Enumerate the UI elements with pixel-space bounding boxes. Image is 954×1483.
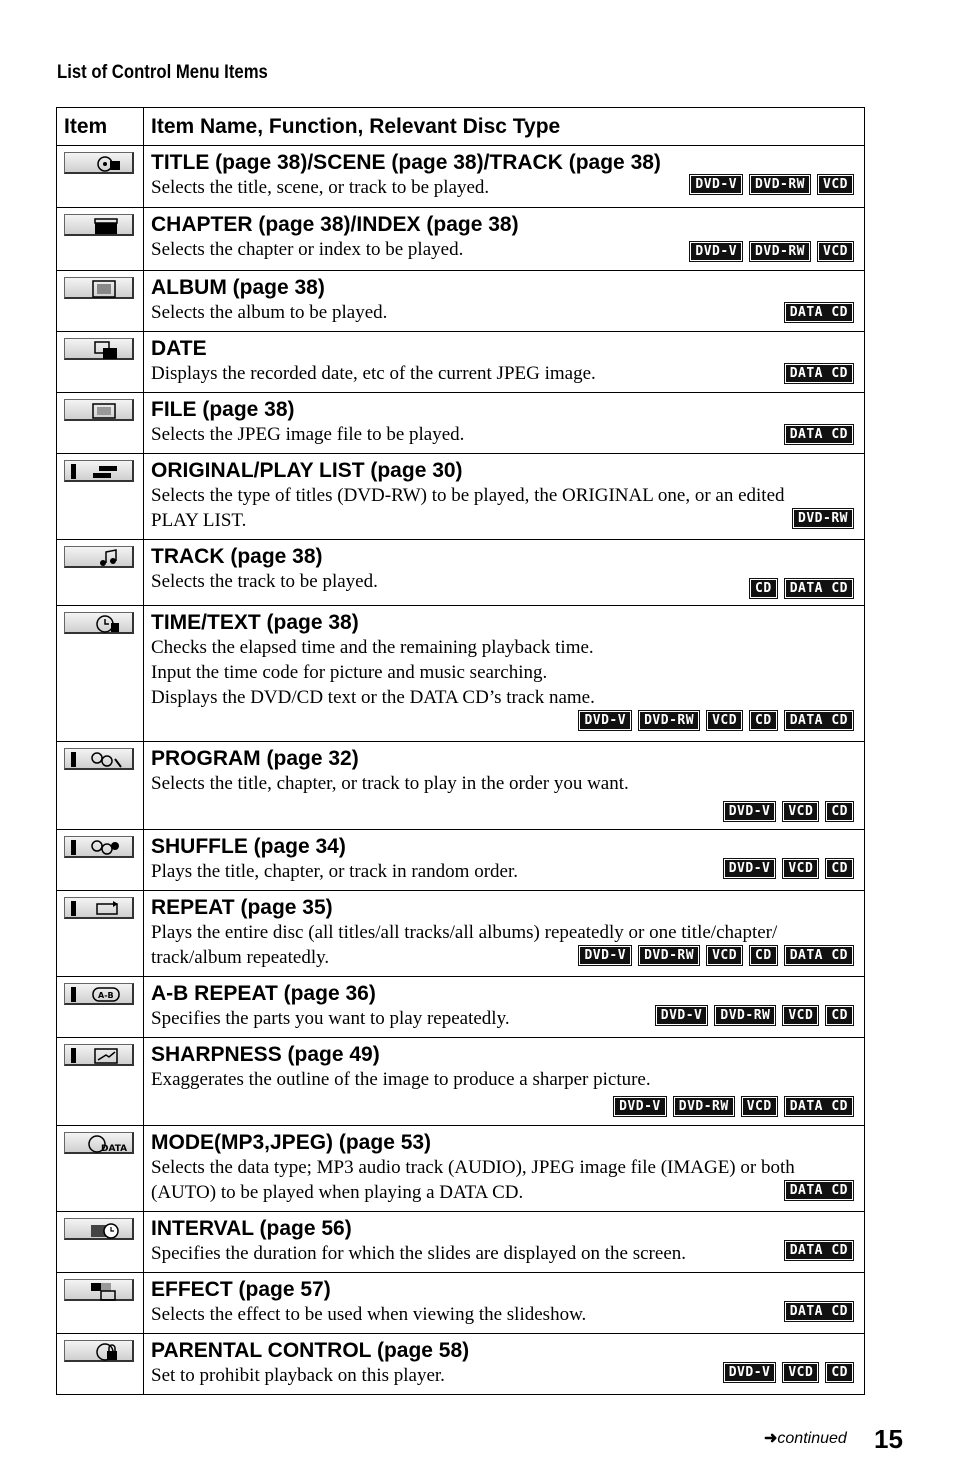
item-info-cell <box>144 271 865 332</box>
disc-badge: DVD-RW <box>751 243 809 260</box>
item-icon-cell <box>57 1334 144 1395</box>
shuffle-icon <box>64 836 134 858</box>
disc-type-badges <box>786 1303 852 1320</box>
page-number: 15 <box>874 1424 903 1454</box>
table-row <box>57 742 865 830</box>
disc-badge: DATA CD <box>786 1242 852 1259</box>
item-info-cell <box>144 1273 865 1334</box>
item-info-cell <box>144 742 865 830</box>
disc-badge: DVD-V <box>691 176 741 193</box>
ab-repeat-icon <box>64 983 134 1005</box>
item-name: CHAPTER (page 38)/INDEX (page 38) <box>151 213 519 236</box>
disc-badge: DATA CD <box>786 1182 852 1199</box>
item-icon-cell <box>57 454 144 540</box>
header-item-name: Item Name, Function, Relevant Disc Type <box>144 108 865 146</box>
item-info-cell <box>144 146 865 208</box>
table-row <box>57 1212 865 1273</box>
disc-badge: DVD-RW <box>640 712 698 729</box>
item-description: Selects the effect to be used when viewing the slideshow. <box>151 1304 587 1325</box>
disc-badge: DVD-V <box>580 712 630 729</box>
item-name: FILE (page 38) <box>151 398 295 421</box>
disc-type-badges <box>786 1182 852 1199</box>
date-icon <box>64 338 134 360</box>
item-description: Selects the data type; MP3 audio track (AUDIO), JPEG image file (IMAGE) or both <box>151 1157 795 1178</box>
item-icon-cell <box>57 1273 144 1334</box>
item-info-cell <box>144 332 865 393</box>
item-name: ORIGINAL/PLAY LIST (page 30) <box>151 459 463 482</box>
item-icon-cell <box>57 540 144 606</box>
disc-type-badges <box>786 426 852 443</box>
item-info-cell <box>144 830 865 891</box>
item-name: TRACK (page 38) <box>151 545 323 568</box>
disc-badge: DVD-V <box>580 947 630 964</box>
disc-type-badges <box>691 243 852 260</box>
item-info-cell <box>144 540 865 606</box>
item-info-cell <box>144 977 865 1038</box>
table-row <box>57 540 865 606</box>
item-name: PROGRAM (page 32) <box>151 747 359 770</box>
disc-badge: DATA CD <box>786 365 852 382</box>
disc-badge: VCD <box>819 243 852 260</box>
item-name: REPEAT (page 35) <box>151 896 333 919</box>
item-description: Displays the recorded date, etc of the current JPEG image. <box>151 363 596 384</box>
disc-badge: VCD <box>743 1098 776 1115</box>
control-menu-table <box>56 107 865 1395</box>
item-info-cell <box>144 891 865 977</box>
header-item: Item <box>57 108 144 146</box>
item-description: Selects the album to be played. <box>151 302 388 323</box>
item-icon-cell <box>57 146 144 208</box>
disc-badge: DVD-RW <box>640 947 698 964</box>
effect-icon <box>64 1279 134 1301</box>
disc-badge: DATA CD <box>786 947 852 964</box>
parental-lock-icon <box>64 1340 134 1362</box>
disc-type-badges <box>725 860 852 877</box>
disc-badge: VCD <box>784 1007 817 1024</box>
disc-badge: DVD-RW <box>794 510 852 527</box>
repeat-icon <box>64 897 134 919</box>
disc-badge: DVD-RW <box>675 1098 733 1115</box>
disc-type-badges <box>751 580 852 597</box>
item-name: PARENTAL CONTROL (page 58) <box>151 1339 470 1362</box>
disc-type-badges <box>786 365 852 382</box>
page-heading: List of Control Menu Items <box>57 62 268 83</box>
disc-badge: VCD <box>784 803 817 820</box>
item-info-cell <box>144 606 865 742</box>
disc-badge: VCD <box>708 947 741 964</box>
disc-type-badges <box>691 176 852 193</box>
item-icon-cell <box>57 606 144 742</box>
table-row <box>57 1334 865 1395</box>
disc-badge: CD <box>827 1364 852 1381</box>
disc-badge: VCD <box>708 712 741 729</box>
title-disc-icon <box>64 152 134 174</box>
continued-label: continued <box>777 1430 847 1447</box>
item-description: Checks the elapsed time and the remaining playback time. <box>151 637 594 658</box>
disc-type-badges <box>786 1242 852 1259</box>
sharpness-icon <box>64 1044 134 1066</box>
item-description: Selects the chapter or index to be played. <box>151 239 464 260</box>
music-note-icon <box>64 546 134 568</box>
interval-icon <box>64 1218 134 1240</box>
item-icon-cell <box>57 742 144 830</box>
disc-badge: DATA CD <box>786 712 852 729</box>
disc-badge: DATA CD <box>786 1098 852 1115</box>
table-row <box>57 1273 865 1334</box>
item-info-cell <box>144 1212 865 1273</box>
disc-badge: DATA CD <box>786 580 852 597</box>
disc-type-badges <box>657 1007 852 1024</box>
item-name: A-B REPEAT (page 36) <box>151 982 376 1005</box>
item-description: Plays the title, chapter, or track in random order. <box>151 861 518 882</box>
item-description: (AUTO) to be played when playing a DATA CD. <box>151 1182 524 1203</box>
original-playlist-icon <box>64 460 134 482</box>
item-name: EFFECT (page 57) <box>151 1278 331 1301</box>
item-icon-cell <box>57 393 144 454</box>
item-icon-cell <box>57 1212 144 1273</box>
item-info-cell <box>144 208 865 271</box>
disc-badge: DATA CD <box>786 426 852 443</box>
disc-badge: VCD <box>784 860 817 877</box>
disc-type-badges <box>725 1364 852 1381</box>
item-name: MODE(MP3,JPEG) (page 53) <box>151 1131 432 1154</box>
table-row <box>57 1126 865 1212</box>
disc-badge: DVD-V <box>615 1098 665 1115</box>
continued-note <box>764 1428 847 1448</box>
disc-badge: DVD-RW <box>751 176 809 193</box>
item-description: track/album repeatedly. <box>151 947 330 968</box>
disc-type-badges <box>786 304 852 321</box>
disc-badge: DVD-V <box>725 803 775 820</box>
item-icon-cell <box>57 977 144 1038</box>
item-name: TIME/TEXT (page 38) <box>151 611 359 634</box>
clock-text-icon <box>64 612 134 634</box>
disc-type-badges <box>725 803 852 820</box>
item-description: Exaggerates the outline of the image to produce a sharper picture. <box>151 1069 651 1090</box>
disc-badge: DVD-V <box>657 1007 707 1024</box>
table-row <box>57 332 865 393</box>
item-description: Selects the title, chapter, or track to play in the order you want. <box>151 773 629 794</box>
item-icon-cell <box>57 891 144 977</box>
item-description: Displays the DVD/CD text or the DATA CD’s track name. <box>151 687 595 708</box>
item-icon-cell <box>57 1038 144 1126</box>
mode-data-icon <box>64 1132 134 1154</box>
item-name: SHUFFLE (page 34) <box>151 835 346 858</box>
disc-badge: DVD-V <box>691 243 741 260</box>
item-description: Set to prohibit playback on this player. <box>151 1365 445 1386</box>
disc-badge: CD <box>751 712 776 729</box>
table-row <box>57 977 865 1038</box>
disc-badge: DATA CD <box>786 304 852 321</box>
item-icon-cell <box>57 830 144 891</box>
file-image-icon <box>64 399 134 421</box>
table-row <box>57 208 865 271</box>
chapter-clapper-icon <box>64 214 134 236</box>
item-info-cell <box>144 1334 865 1395</box>
item-description: Selects the title, scene, or track to be played. <box>151 177 490 198</box>
disc-badge: DATA CD <box>786 1303 852 1320</box>
disc-type-badges <box>580 712 852 729</box>
item-description: Selects the JPEG image file to be played. <box>151 424 465 445</box>
item-name: TITLE (page 38)/SCENE (page 38)/TRACK (page 38) <box>151 151 661 174</box>
item-name: DATE <box>151 337 207 360</box>
disc-badge: CD <box>751 947 776 964</box>
item-info-cell <box>144 1038 865 1126</box>
item-info-cell <box>144 454 865 540</box>
arrow-right-icon: ➜ <box>764 1430 778 1447</box>
item-description: Plays the entire disc (all titles/all tracks/all albums) repeatedly or one title/chapter/ <box>151 922 778 943</box>
disc-badge: VCD <box>819 176 852 193</box>
svg-text:A-B: A-B <box>98 991 114 1000</box>
table-row <box>57 830 865 891</box>
item-icon-cell <box>57 1126 144 1212</box>
table-row <box>57 891 865 977</box>
item-name: INTERVAL (page 56) <box>151 1217 352 1240</box>
svg-text:DATA: DATA <box>101 1144 128 1154</box>
item-icon-cell <box>57 271 144 332</box>
item-description: Selects the track to be played. <box>151 571 378 592</box>
disc-badge: CD <box>827 803 852 820</box>
disc-badge: VCD <box>784 1364 817 1381</box>
item-icon-cell <box>57 208 144 271</box>
item-info-cell <box>144 1126 865 1212</box>
item-info-cell <box>144 393 865 454</box>
table-row <box>57 606 865 742</box>
table-header-row <box>57 108 865 146</box>
table-row <box>57 393 865 454</box>
disc-badge: CD <box>827 860 852 877</box>
disc-badge: CD <box>751 580 776 597</box>
table-row <box>57 271 865 332</box>
disc-type-badges <box>794 510 852 527</box>
item-description: Specifies the duration for which the slides are displayed on the screen. <box>151 1243 686 1264</box>
item-name: ALBUM (page 38) <box>151 276 325 299</box>
album-icon <box>64 277 134 299</box>
item-description: Specifies the parts you want to play repeatedly. <box>151 1008 510 1029</box>
item-description: Selects the type of titles (DVD-RW) to be played, the ORIGINAL one, or an edited <box>151 485 785 506</box>
disc-badge: DVD-V <box>725 860 775 877</box>
disc-badge: DVD-RW <box>716 1007 774 1024</box>
disc-badge: DVD-V <box>725 1364 775 1381</box>
table-row <box>57 1038 865 1126</box>
disc-type-badges <box>615 1098 852 1115</box>
table-row <box>57 146 865 208</box>
table-row <box>57 454 865 540</box>
disc-type-badges <box>580 947 852 964</box>
program-icon <box>64 748 134 770</box>
disc-badge: CD <box>827 1007 852 1024</box>
item-name: SHARPNESS (page 49) <box>151 1043 380 1066</box>
item-description: PLAY LIST. <box>151 510 247 531</box>
item-icon-cell <box>57 332 144 393</box>
item-description: Input the time code for picture and music searching. <box>151 662 548 683</box>
